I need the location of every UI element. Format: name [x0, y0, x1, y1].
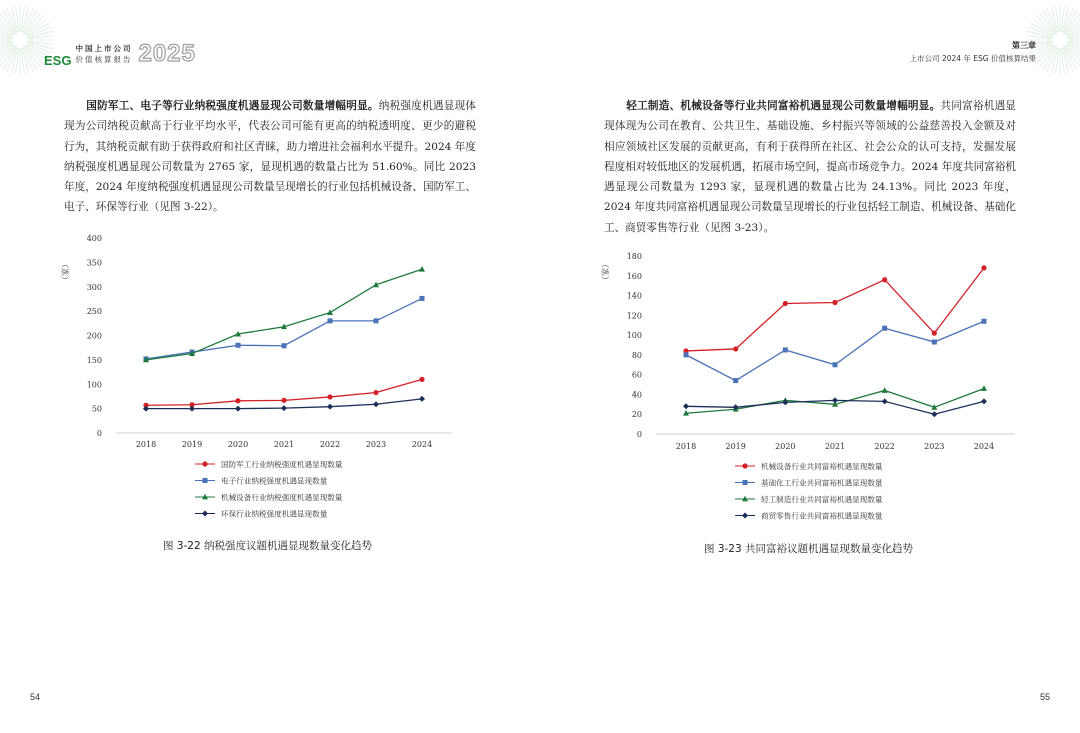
- legend-entry: [735, 478, 883, 488]
- data-point: [374, 318, 379, 323]
- legend-entry: [735, 511, 883, 521]
- series-line: [686, 268, 984, 351]
- legend-label: 电子行业纳税强度机遇显现数量: [221, 476, 328, 486]
- esg-logo-text: ESG: [44, 52, 72, 68]
- y-tick-label: 80: [631, 350, 642, 360]
- data-point: [189, 406, 195, 412]
- data-point: [282, 343, 287, 348]
- right-paragraph: [604, 96, 1016, 238]
- y-axis-label: （家）: [61, 260, 70, 284]
- x-tick-label: 2021: [273, 440, 295, 449]
- data-point: [327, 404, 333, 410]
- legend-marker: [202, 461, 207, 466]
- data-point: [932, 331, 937, 336]
- right-paragraph-lead: 轻工制造、机械设备等行业共同富裕机遇显现公司数量增幅明显。: [626, 100, 941, 112]
- x-tick-label: 2018: [135, 440, 157, 449]
- data-point: [373, 401, 379, 407]
- y-tick-label: 250: [86, 307, 102, 317]
- y-tick-label: 400: [86, 234, 102, 243]
- data-point: [327, 309, 333, 315]
- brand-title: [75, 43, 132, 65]
- data-point: [882, 387, 888, 393]
- data-point: [882, 326, 887, 331]
- x-tick-label: 2024: [973, 442, 995, 451]
- data-point: [832, 300, 837, 305]
- legend-marker: [742, 513, 748, 519]
- data-point: [982, 319, 987, 324]
- y-tick-label: 100: [626, 331, 642, 341]
- report-year: 2025: [138, 40, 196, 67]
- x-tick-label: 2019: [181, 440, 203, 449]
- legend-label: 机械设备行业纳税强度机遇显现数量: [221, 493, 343, 502]
- x-tick-label: 2023: [365, 440, 387, 449]
- x-tick-label: 2022: [874, 442, 895, 451]
- y-tick-label: 100: [86, 380, 102, 390]
- data-point: [783, 301, 788, 306]
- series-line: [686, 321, 984, 380]
- data-point: [932, 340, 937, 345]
- legend-label: 国防军工行业纳税强度机遇显现数量: [221, 460, 343, 469]
- data-point: [981, 398, 987, 404]
- y-tick-label: 0: [636, 430, 642, 439]
- y-tick-label: 180: [626, 252, 642, 261]
- legend-entry: [735, 461, 883, 471]
- figure-caption-3-22: 图 3-22 纳税强度议题机遇显现数量变化趋势: [163, 540, 373, 552]
- x-tick-label: 2020: [227, 440, 249, 449]
- x-tick-label: 2018: [675, 442, 697, 451]
- data-point: [419, 377, 424, 382]
- data-point: [931, 411, 937, 417]
- x-tick-label: 2019: [725, 442, 746, 451]
- chapter-title: 第三章: [1012, 41, 1036, 50]
- legend-label: 环保行业纳税强度机遇显现数量: [221, 509, 328, 519]
- x-tick-label: 2022: [319, 440, 341, 449]
- y-tick-label: 60: [631, 370, 642, 380]
- series-1: [683, 265, 986, 353]
- legend-marker: [203, 478, 208, 483]
- y-tick-label: 40: [631, 390, 642, 400]
- tax-intensity-line-chart: [40, 225, 500, 525]
- y-tick-label: 20: [631, 410, 642, 420]
- legend-entry: [195, 459, 343, 469]
- y-tick-label: 200: [86, 331, 102, 341]
- legend-label: 机械设备行业共同富裕机遇显现数量: [761, 462, 883, 471]
- data-point: [235, 398, 240, 403]
- data-point: [833, 362, 838, 367]
- page-number-left: 54: [30, 692, 41, 702]
- data-point: [419, 266, 425, 272]
- x-tick-label: 2020: [775, 442, 796, 451]
- figure-caption-3-23: 图 3-23 共同富裕议题机遇显现数量变化趋势: [704, 543, 914, 555]
- data-point: [981, 265, 986, 270]
- y-tick-label: 50: [91, 404, 102, 414]
- legend-label: 商贸零售行业共同富裕机遇显现数量: [761, 511, 883, 521]
- x-tick-label: 2024: [411, 440, 433, 449]
- x-tick-label: 2023: [924, 442, 945, 451]
- chapter-header: [910, 40, 1036, 64]
- data-point: [683, 403, 689, 409]
- y-tick-label: 160: [626, 271, 642, 281]
- legend-label: 基础化工行业共同富裕机遇显现数量: [761, 478, 883, 488]
- data-point: [420, 296, 425, 301]
- y-tick-label: 150: [86, 355, 102, 365]
- y-tick-label: 0: [96, 429, 102, 438]
- y-tick-label: 120: [626, 311, 642, 321]
- data-point: [281, 405, 287, 411]
- legend-marker: [743, 480, 748, 485]
- data-point: [235, 406, 241, 412]
- left-paragraph-body: 纳税强度机遇显现体现为公司纳税贡献高于行业平均水平，代表公司可能有更高的纳税透明度、更少的避税行为，其纳税贡献有助于获得政府和社区青睐，助力增进社会福利水平提升。2024 年度纳税强度机遇显现公司数量为 2765 家，显现机遇的数量占比为 51.60%。同比 2023 年度，2024 年度纳税强度机遇显现公司数量呈现增长的行业包括机械设备、国防军工、电子、环保等行业（见图 3-22）。: [64, 100, 477, 214]
- y-tick-label: 350: [86, 258, 102, 268]
- data-point: [832, 397, 838, 403]
- legend-label: 轻工制造行业共同富裕机遇显现数量: [761, 495, 883, 504]
- data-point: [373, 390, 378, 395]
- chapter-subtitle: 上市公司 2024 年 ESG 价值核算结果: [909, 54, 1036, 63]
- right-paragraph-body: 共同富裕机遇显现体现为公司在教育、公共卫生、基础设施、乡村振兴等领域的公益慈善投入金额及对相应领域社区发展的贡献更高，有利于获得所在社区、社会公众的认可支持，发掘发展程度相对较低地区的发展机遇，拓展市场空间，提高市场竞争力。2024 年度共同富裕机遇显现公司数量为 1293 家，显现机遇的数量占比为 24.13%。同比 2023 年度，2024 年度共同富裕机遇显现公司数量呈现增长的行业包括轻工制造、机械设备、基础化工、商贸零售等行业（见图 3-23）。: [604, 100, 1016, 234]
- brand-line-2: 价值核算报告: [75, 55, 133, 64]
- x-tick-label: 2021: [824, 442, 846, 451]
- data-point: [882, 277, 887, 282]
- y-tick-label: 140: [626, 291, 642, 301]
- report-brand: [44, 40, 196, 68]
- data-point: [281, 398, 286, 403]
- legend-entry: [195, 492, 343, 502]
- series-2: [684, 319, 987, 383]
- legend-entry: [195, 509, 328, 519]
- data-point: [236, 343, 241, 348]
- data-point: [981, 385, 987, 391]
- left-paragraph-lead: 国防军工、电子等行业纳税强度机遇显现公司数量增幅明显。: [86, 100, 379, 112]
- y-axis-label: （家）: [601, 260, 610, 284]
- data-point: [882, 398, 888, 404]
- series-4: [683, 397, 987, 417]
- left-paragraph: [64, 96, 476, 218]
- legend-marker: [742, 463, 747, 468]
- data-point: [684, 352, 689, 357]
- brand-line-1: 中国上市公司: [75, 44, 133, 53]
- data-point: [733, 346, 738, 351]
- page-number-right: 55: [1039, 692, 1050, 702]
- data-point: [733, 378, 738, 383]
- data-point: [783, 347, 788, 352]
- legend-entry: [735, 494, 883, 504]
- legend-entry: [195, 476, 328, 486]
- data-point: [419, 396, 425, 402]
- data-point: [327, 394, 332, 399]
- data-point: [328, 318, 333, 323]
- legend-marker: [202, 511, 208, 517]
- y-tick-label: 300: [86, 282, 102, 292]
- common-prosperity-line-chart: [580, 244, 1040, 529]
